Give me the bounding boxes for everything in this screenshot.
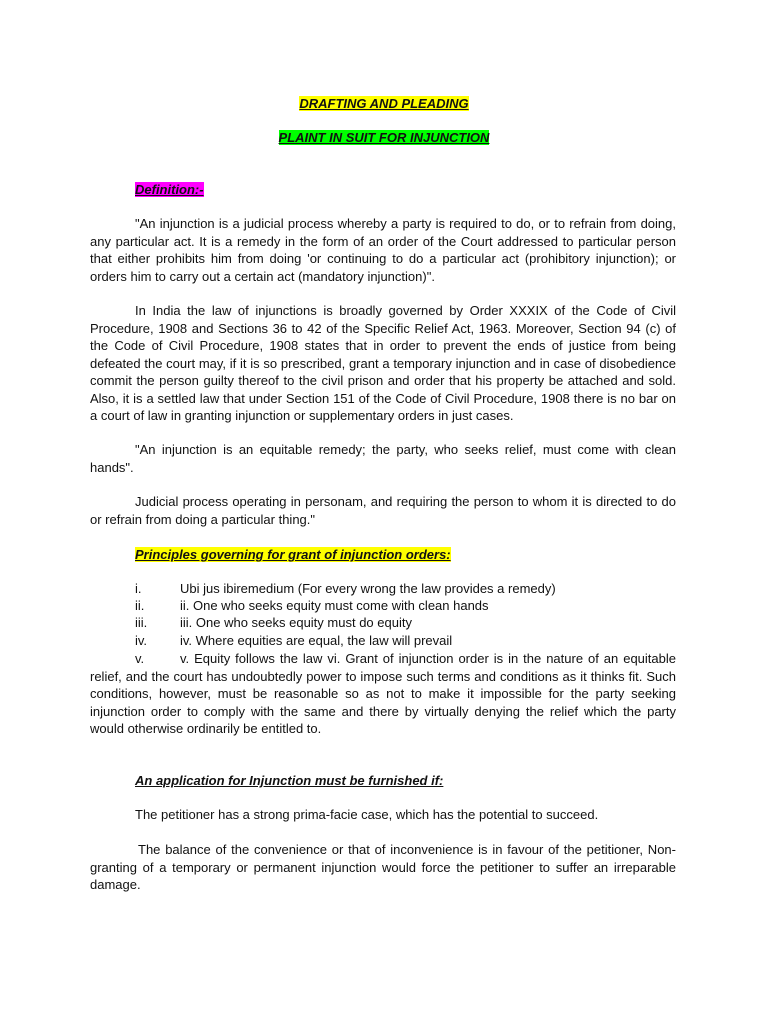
list-item [135, 614, 676, 632]
list-item-number: iii. [135, 615, 148, 630]
document-title [0, 95, 768, 113]
list-item-v-text: v. Equity follows the law vi. Grant of injunction order is in the nature of an equitable relief, and the court has undoubtedly power to impose such terms and conditions as it thinks fit. Such conditions, however, must be reasonable so as not to make it impossible for the party seeking injunction order to comply with the same and there by virtually denying the relief which the party would otherwise ordinarily be entitled to. [90, 651, 676, 736]
list-item-text: iv. Where equities are equal, the law will prevail [180, 633, 453, 648]
list-item-text: Ubi jus ibiremedium (For every wrong the law provides a remedy) [180, 581, 556, 596]
equitable-remedy-paragraph: "An injunction is an equitable remedy; the party, who seeks relief, must come with clean hands". [90, 442, 676, 475]
list-item [135, 597, 676, 615]
list-item-text: iii. One who seeks equity must do equity [180, 615, 412, 630]
list-item-number: iv. [135, 633, 148, 648]
definition-heading-text: Definition:- [135, 182, 204, 197]
list-item [135, 632, 676, 650]
principles-heading [135, 546, 451, 564]
document-subtitle-text: PLAINT IN SUIT FOR INJUNCTION [278, 130, 490, 145]
principles-heading-text: Principles governing for grant of injunction orders: [135, 547, 451, 562]
application-heading: An application for Injunction must be furnished if: [135, 773, 444, 788]
document-subtitle [0, 129, 768, 147]
judicial-process-paragraph: Judicial process operating in personam, and requiring the person to whom it is directed to do or refrain from doing a particular thing." [90, 494, 676, 527]
condition-prima-facie: The petitioner has a strong prima-facie case, which has the potential to succeed. [135, 807, 599, 822]
list-item-number: v. [135, 651, 145, 666]
list-item-number: i. [135, 581, 142, 596]
list-item [135, 580, 676, 598]
india-law-paragraph: In India the law of injunctions is broadly governed by Order XXXIX of the Code of Civil Procedure, 1908 and Sections 36 to 42 of the Specific Relief Act, 1963. Moreover, Section 94 (c) of the Code of Civil Procedure, 1908 states that in order to prevent the ends of justice from being defeated the court may, if it is so prescribed, grant a temporary injunction and in case of disobedience commit the person guilty thereof to the civil prison and order that his property be attached and sold. Also, it is a settled law that under Section 151 of the Code of Civil Procedure, 1908 there is no bar on a court of law in granting injunction or supplementary orders in just cases. [90, 303, 676, 423]
condition-balance-of-convenience: The balance of the convenience or that of inconvenience is in favour of the petitioner, Non-granting of a temporary or permanent injunction would force the petitioner to suffer an irreparable damage. [90, 842, 676, 892]
document-title-text: DRAFTING AND PLEADING [299, 96, 469, 111]
definition-paragraph: "An injunction is a judicial process whereby a party is required to do, or to refrain from doing, any particular act. It is a remedy in the form of an order of the Court addressed to particular person that either prohibits him from doing 'or continuing to do a particular act (prohibitory injunction); or orders him to carry out a certain act (mandatory injunction)". [90, 216, 676, 284]
definition-heading [135, 181, 204, 199]
list-item-number: ii. [135, 598, 145, 613]
list-item-text: ii. One who seeks equity must come with clean hands [180, 598, 489, 613]
